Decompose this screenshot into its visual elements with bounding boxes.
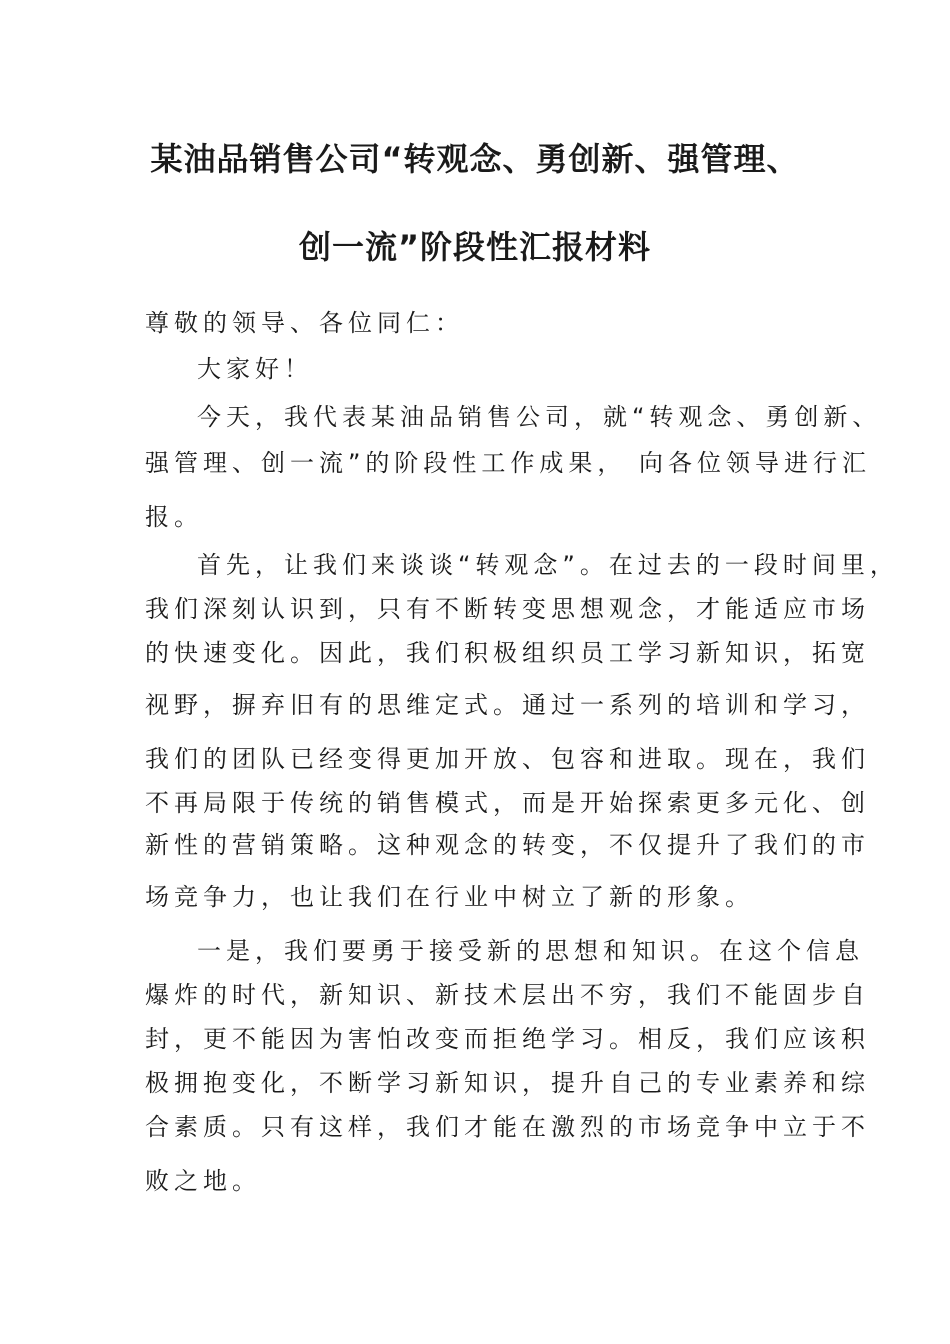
greeting: 大家好！: [197, 355, 313, 383]
body-line: 强管理、创一流”的阶段性工作成果， 向各位领导进行汇: [145, 449, 872, 477]
salutation: 尊敬的领导、各位同仁：: [145, 309, 464, 337]
body-line: 合素质。只有这样，我们才能在激烈的市场竞争中立于不: [145, 1113, 870, 1141]
document-title-line-1: 某油品销售公司“转观念、勇创新、强管理、: [150, 140, 800, 178]
body-line: 今天，我代表某油品销售公司，就“转观念、勇创新、: [197, 403, 882, 431]
document-title-line-2: 创一流”阶段性汇报材料: [298, 228, 652, 266]
body-line: 不再局限于传统的销售模式，而是开始探索更多元化、创: [145, 789, 870, 817]
body-line: 我们的团队已经变得更加开放、包容和进取。现在，我们: [145, 745, 870, 773]
body-line: 一是，我们要勇于接受新的思想和知识。在这个信息: [197, 937, 864, 965]
body-line: 极拥抱变化，不断学习新知识，提升自己的专业素养和综: [145, 1069, 870, 1097]
body-line: 的快速变化。因此，我们积极组织员工学习新知识，拓宽: [145, 639, 870, 667]
body-line: 爆炸的时代，新知识、新技术层出不穷，我们不能固步自: [145, 981, 870, 1009]
body-line: 首先，让我们来谈谈“转观念”。在过去的一段时间里，: [197, 551, 899, 579]
body-line: 我们深刻认识到，只有不断转变思想观念，才能适应市场: [145, 595, 870, 623]
body-line: 场竞争力，也让我们在行业中树立了新的形象。: [145, 883, 754, 911]
body-line: 新性的营销策略。这种观念的转变，不仅提升了我们的市: [145, 831, 870, 859]
body-line: 败之地。: [145, 1167, 261, 1195]
body-line: 视野，摒弃旧有的思维定式。通过一系列的培训和学习，: [145, 691, 870, 719]
body-line: 封，更不能因为害怕改变而拒绝学习。相反，我们应该积: [145, 1025, 870, 1053]
body-line: 报。: [145, 503, 203, 531]
